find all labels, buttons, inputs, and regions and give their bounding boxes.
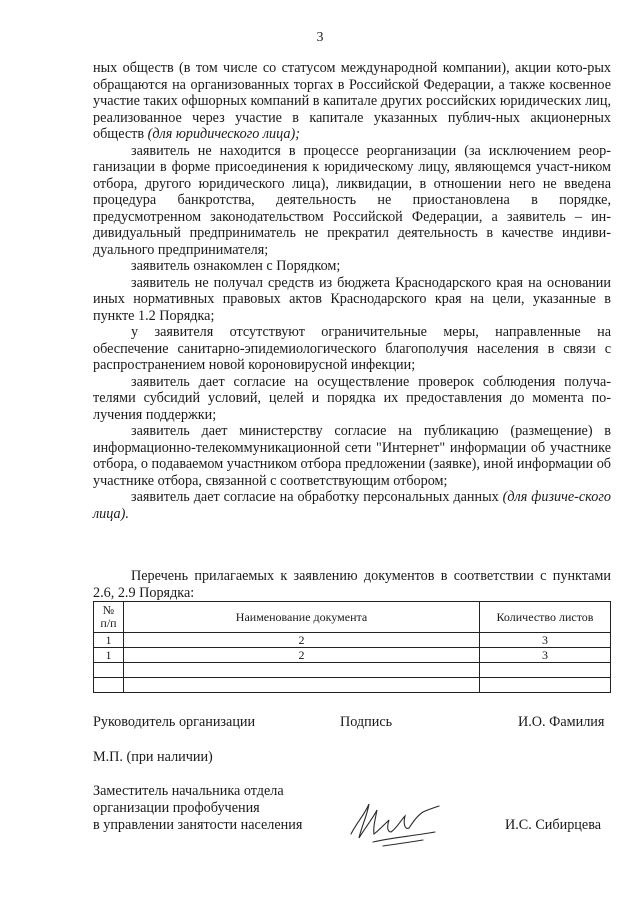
documents-table [93, 601, 611, 693]
table-row [94, 663, 611, 678]
table-cell [94, 663, 124, 678]
table-cell [124, 663, 480, 678]
table-cell [94, 678, 124, 693]
handwritten-signature [343, 792, 448, 850]
deputy-name: И.С. Сибирцева [505, 817, 602, 833]
note-physical: (для физиче-ского лица). [93, 489, 611, 522]
conditions-text [93, 60, 611, 522]
stamp-label: М.П. (при наличии) [93, 749, 213, 765]
deputy-title-line: организации профобучения [93, 800, 260, 816]
name-label: И.О. Фамилия [518, 714, 605, 730]
paragraph: заявитель дает согласие на осуществление проверок соблюдения получа-телями субсидий условий, целей и порядка их предоставления до момента по-лучения поддержки; [93, 373, 611, 423]
head-label: Руководитель организации [93, 714, 256, 730]
table-row [94, 648, 611, 663]
deputy-title-line: в управлении занятости населения [93, 817, 303, 833]
signature-label: Подпись [340, 714, 393, 730]
table-cell [480, 678, 611, 693]
column-header-sheets: Количество листов [480, 602, 611, 633]
paragraph: у заявителя отсутствуют ограничительные меры, направленные на обеспечение санитарно-эпидемиологического благополучия населения в связи с распространением новой короновирусной инфекции; [93, 324, 611, 373]
table-cell: 2 [124, 648, 480, 663]
deputy-title [93, 783, 302, 834]
table-cell: 2 [124, 633, 480, 648]
column-header-document: Наименование документа [124, 602, 480, 633]
table-cell: 1 [94, 648, 124, 663]
paragraph: заявитель дает министерству согласие на публикацию (размещение) в информационно-телекоммуникационной сети "Интернет" информации об участнике отбора, о подаваемом участником отбора предложении (заявке), иной информации об участнике отбора, связанной с соответствующим отбором; [93, 423, 612, 489]
paragraph: заявитель дает согласие на обработку персональных данных (для физиче-ского лица). [93, 489, 611, 522]
paragraph: заявитель ознакомлен с Порядком; [131, 258, 341, 274]
table-cell: 3 [480, 633, 611, 648]
paragraph: заявитель не получал средств из бюджета Краснодарского края на основании иных нормативных правовых актов Краснодарского края на цели, указанные в пункте 1.2 Порядка; [93, 274, 611, 324]
signature-line [93, 714, 611, 732]
table-cell: 1 [94, 633, 124, 648]
column-header-number: № п/п [94, 602, 124, 633]
paragraph: заявитель не находится в процессе реорганизации (за исключением реор-ганизации в форме присоединения к юридическому лицу, являющемся участ-ником отбора, другого юридического лица), ликвидации, в отношении него не введена процедура банкротства, деятельность не приостановлена в порядке, предусмотренном законодательством Российской Федерации, а заявитель – ин-дивидуальный предприниматель не прекратил деятельность в качестве индиви-дуального предпринимателя; [93, 142, 611, 258]
deputy-title-line: Заместитель начальника отдела [93, 783, 284, 799]
page-number: 3 [316, 30, 324, 45]
note-legal: (для юридического лица); [147, 126, 300, 142]
paragraph: ных обществ (в том числе со статусом международной компании), акции кото-рых обращаются на организованных торгах в Российской Федерации, а также косвенное участие таких офшорных компаний в капитале других российских юридических лиц, реализованное через участие в капитале указанных публич-ных акционерных обществ (для юридического лица); [93, 60, 611, 142]
table-header-row [94, 602, 611, 633]
table-cell [124, 678, 480, 693]
table-cell [480, 663, 611, 678]
table-row [94, 633, 611, 648]
documents-list-title: Перечень прилагаемых к заявлению документов в соответствии с пунктами 2.6, 2.9 Порядка: [93, 568, 611, 601]
table-cell: 3 [480, 648, 611, 663]
table-row [94, 678, 611, 693]
